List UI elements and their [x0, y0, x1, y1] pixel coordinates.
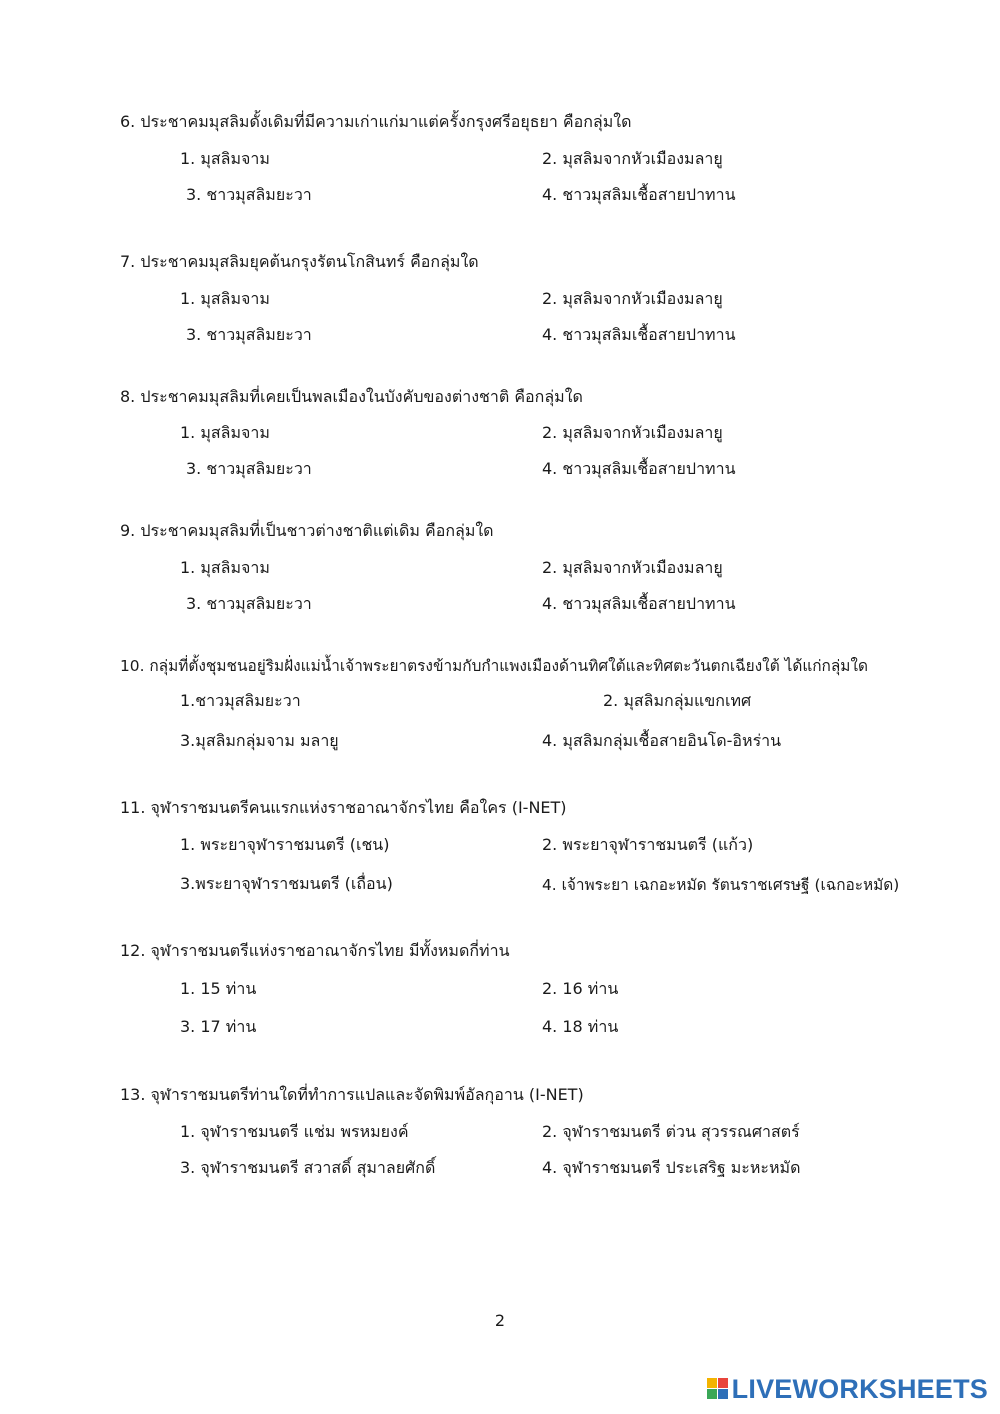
option-1: 1. พระยาจุฬาราชมนตรี (เชน): [180, 835, 390, 854]
option-3: 3.มุสลิมกลุ่มจาม มลายู: [180, 731, 339, 750]
question-9: [0, 519, 1000, 613]
option-3: 3. 17 ท่าน: [180, 1017, 257, 1036]
question-stem: 9. ประชาคมมุสลิมที่เป็นชาวต่างชาติแต่เดิม คือกลุ่มใด: [120, 521, 494, 540]
option-3: 3.พระยาจุฬาราชมนตรี (เถื่อน): [180, 874, 393, 893]
option-2: 2. มุสลิมจากหัวเมืองมลายู: [542, 423, 723, 442]
question-7: [0, 250, 1000, 344]
option-1: 1. จุฬาราชมนตรี แช่ม พรหมยงค์: [180, 1122, 409, 1141]
option-4: 4. 18 ท่าน: [542, 1017, 619, 1036]
liveworksheets-logo: [707, 1374, 988, 1404]
question-13: [0, 1083, 1000, 1177]
option-4: 4. ชาวมุสลิมเชื้อสายปาทาน: [542, 185, 736, 204]
brand-name: LIVEWORKSHEETS: [731, 1373, 988, 1404]
option-2: 2. มุสลิมกลุ่มแขกเทศ: [603, 691, 752, 710]
option-4: 4. เจ้าพระยา เฉกอะหมัด รัตนราชเศรษฐี (เฉกอะหมัด): [542, 876, 900, 894]
question-stem: 11. จุฬาราชมนตรีคนแรกแห่งราชอาณาจักรไทย คือใคร (I-NET): [120, 798, 567, 817]
question-12: [0, 939, 1000, 1036]
option-3: 3. ชาวมุสลิมยะวา: [186, 594, 312, 613]
question-stem: 6. ประชาคมมุสลิมดั้งเดิมที่มีความเก่าแก่มาแต่ครั้งกรุงศรีอยุธยา คือกลุ่มใด: [120, 112, 632, 131]
page-number: 2: [494, 1311, 506, 1330]
question-stem: 10. กลุ่มที่ตั้งชุมชนอยู่ริมฝั่งแม่น้ำเจ้าพระยาตรงข้ามกับกำแพงเมืองด้านทิศใต้และทิศตะวันตกเฉียงใต้ ได้แก่กลุ่มใด: [120, 657, 868, 675]
question-stem: 7. ประชาคมมุสลิมยุคต้นกรุงรัตนโกสินทร์ คือกลุ่มใด: [120, 252, 479, 271]
option-3: 3. จุฬาราชมนตรี สวาสดิ์ สุมาลยศักดิ์: [180, 1158, 436, 1177]
question-11: [0, 796, 1000, 894]
question-8: [0, 385, 1000, 478]
option-4: 4. มุสลิมกลุ่มเชื้อสายอินโด-อิหร่าน: [542, 731, 782, 750]
question-stem: 12. จุฬาราชมนตรีแห่งราชอาณาจักรไทย มีทั้งหมดกี่ท่าน: [120, 941, 510, 960]
question-stem: 8. ประชาคมมุสลิมที่เคยเป็นพลเมืองในบังคับของต่างชาติ คือกลุ่มใด: [120, 387, 583, 406]
option-2: 2. พระยาจุฬาราชมนตรี (แก้ว): [542, 835, 754, 854]
option-2: 2. มุสลิมจากหัวเมืองมลายู: [542, 289, 723, 308]
option-1: 1. มุสลิมจาม: [180, 289, 270, 308]
option-4: 4. ชาวมุสลิมเชื้อสายปาทาน: [542, 325, 736, 344]
question-stem: 13. จุฬาราชมนตรีท่านใดที่ทำการแปลและจัดพิมพ์อัลกุอาน (I-NET): [120, 1085, 584, 1104]
option-3: 3. ชาวมุสลิมยะวา: [186, 325, 312, 344]
liveworksheets-logo-icon: [707, 1378, 729, 1400]
option-1: 1. 15 ท่าน: [180, 979, 257, 998]
option-2: 2. 16 ท่าน: [542, 979, 619, 998]
option-2: 2. จุฬาราชมนตรี ต่วน สุวรรณศาสตร์: [542, 1122, 800, 1141]
option-4: 4. ชาวมุสลิมเชื้อสายปาทาน: [542, 459, 736, 478]
option-1: 1. มุสลิมจาม: [180, 558, 270, 577]
option-4: 4. ชาวมุสลิมเชื้อสายปาทาน: [542, 594, 736, 613]
option-1: 1. มุสลิมจาม: [180, 149, 270, 168]
option-3: 3. ชาวมุสลิมยะวา: [186, 185, 312, 204]
option-1: 1.ชาวมุสลิมยะวา: [180, 691, 301, 710]
option-2: 2. มุสลิมจากหัวเมืองมลายู: [542, 558, 723, 577]
question-10: [0, 653, 1000, 750]
question-6: [0, 110, 1000, 204]
option-4: 4. จุฬาราชมนตรี ประเสริฐ มะหะหมัด: [542, 1158, 801, 1177]
option-2: 2. มุสลิมจากหัวเมืองมลายู: [542, 149, 723, 168]
option-1: 1. มุสลิมจาม: [180, 423, 270, 442]
option-3: 3. ชาวมุสลิมยะวา: [186, 459, 312, 478]
